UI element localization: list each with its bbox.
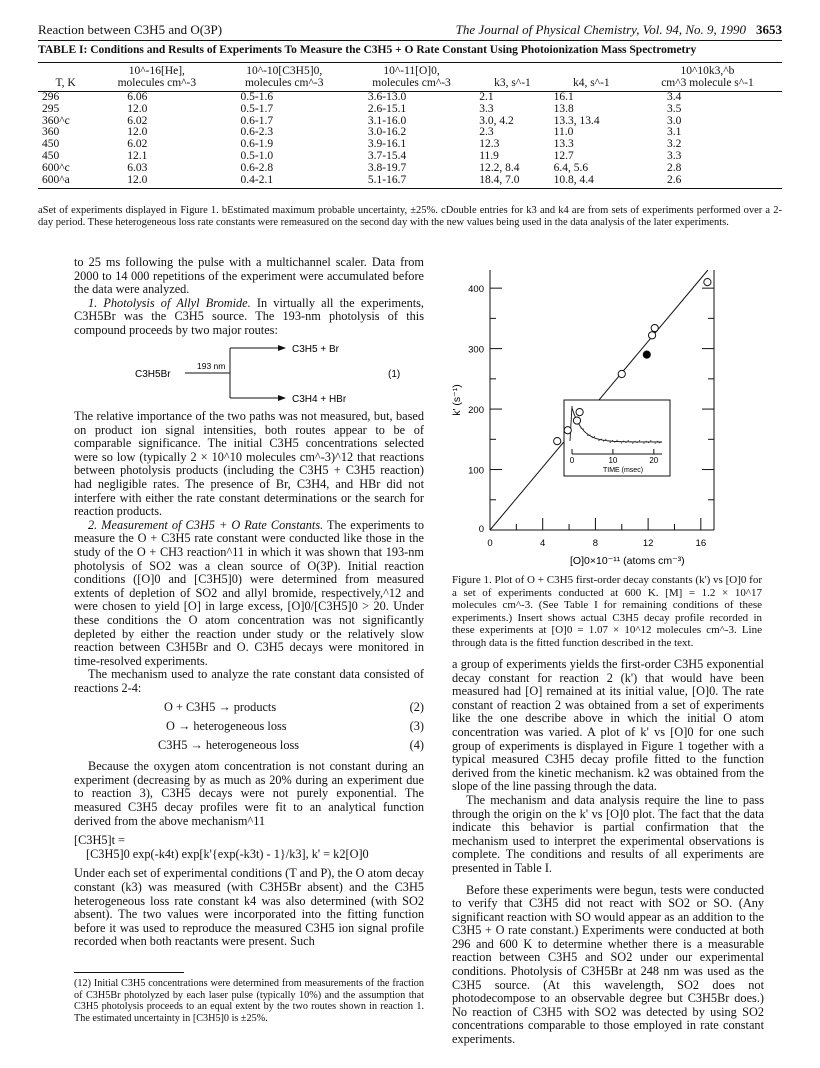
table-cell: 360^c xyxy=(42,114,70,127)
inset-data-dot xyxy=(612,440,613,441)
inset-data-dot xyxy=(646,441,647,442)
inset-data-dot xyxy=(650,440,651,441)
inset-data-dot xyxy=(655,443,656,444)
table-cell: 16.1 xyxy=(553,91,574,103)
inset-data-dot xyxy=(632,442,633,443)
table-row xyxy=(38,151,782,163)
table-cell: 3.1-16.0 xyxy=(367,114,407,127)
table-cell: 3.0 xyxy=(666,114,682,127)
th: 10^10k3,^b xyxy=(633,63,782,78)
th: molecules cm^-3 xyxy=(93,77,220,92)
table-cell: 2.6 xyxy=(633,175,782,189)
inset-data-dot xyxy=(648,442,649,443)
table-cell: 12.1 xyxy=(127,149,148,162)
scheme-wavelength: 193 nm xyxy=(197,361,226,371)
paragraph: to 25 ms following the pulse with a multichannel scaler. Data from 2000 to 14 000 repetitions of the experiment were accumulated before the data were analyzed. xyxy=(74,255,424,297)
table-cell: 2.6-15.1 xyxy=(367,102,407,115)
table-cell: 12.2, 8.4 xyxy=(479,161,520,174)
table-cell: 5.1-16.7 xyxy=(348,175,475,189)
inset-data-dot xyxy=(628,440,629,441)
scheme-product-1: C3H5 + Br xyxy=(292,344,339,355)
x-tick-label: 4 xyxy=(540,538,546,549)
inset-data-dot xyxy=(643,443,644,444)
inset-data-dot xyxy=(607,440,608,441)
equation-line: [C3H5]0 exp(-k4t) exp[k'{exp(-k3t) - 1}/k3], k' = k2[O]0 xyxy=(86,846,369,861)
table-cell: 13.3 xyxy=(553,138,574,151)
scheme-product-2: C3H4 + HBr xyxy=(292,394,347,405)
th: molecules cm^-3 xyxy=(348,77,475,92)
x-tick-label: 12 xyxy=(642,538,654,549)
inset-data-dot xyxy=(574,414,575,415)
inset-data-dot xyxy=(623,441,624,442)
footnote-12: (12) Initial C3H5 concentrations were determined from measurements of the fraction of C3H5Br photolyzed by each laser pulse (typically 10%) and the assumption that C3H5 photolysis proceeds to an equal extent by the two routes shown in reaction 1. The estimated uncertainty in [C3H5]0 is ±25%. xyxy=(74,978,424,1024)
table-cell: 3.4 xyxy=(666,91,682,103)
y-axis-label: k' (s⁻¹) xyxy=(451,384,463,416)
inset-data-dot xyxy=(601,439,602,440)
paragraph-text: In virtually all the experiments, C3H5Br was the C3H5 source. The 193-nm photolysis of this compound proceeds by two major routes: xyxy=(74,295,424,337)
right-column xyxy=(452,658,764,1047)
inset-data-dot xyxy=(619,441,620,442)
figure-1 xyxy=(446,262,766,572)
table-cell: 3.3 xyxy=(479,102,494,115)
inset-data-dot xyxy=(657,441,658,442)
th xyxy=(550,63,633,78)
inset-x-label: TIME (msec) xyxy=(602,467,644,474)
journal-name: The Journal of Physical Chemistry, Vol. 94, No. 9, 1990 xyxy=(455,22,746,37)
footnote-rule xyxy=(74,972,184,973)
th: cm^3 molecule s^-1 xyxy=(633,77,782,92)
y-tick-label: 200 xyxy=(468,405,484,417)
paragraph: a group of experiments yields the first-order C3H5 exponential decay constant for reaction 2 (k') that would have been measured had [O] remained at its initial value, [O]0. The rate constant of reaction 2 was obtained from a set of experiments like the one describe above in which the initial O atom concentration was varied. A plot of k' vs [O]0 for one such group of experiments is displayed in Figure 1 together with a typical measured C3H5 decay profile fitted to the function derived from the kinetic mechanism. k2 was obtained from the slope of the line passing through the data. xyxy=(452,657,764,794)
equation: O → heterogeneous loss xyxy=(166,719,287,734)
running-head: Reaction between C3H5 and O(3P) xyxy=(38,22,223,37)
table-cell: 3.8-19.7 xyxy=(367,161,407,174)
inset-data-dot xyxy=(659,442,660,443)
data-point-open xyxy=(554,438,561,445)
equation-5 xyxy=(74,834,424,861)
inset-data-dot xyxy=(630,441,631,442)
equation-line: [C3H5]t = xyxy=(74,833,125,848)
inset-data-dot xyxy=(639,440,640,441)
table-cell: 6.06 xyxy=(127,91,148,103)
table-cell: 0.6-1.7 xyxy=(240,114,274,127)
data-point-open xyxy=(648,332,655,339)
equation-number: (4) xyxy=(409,737,424,752)
inset-data-dot xyxy=(625,442,626,443)
inset-data-dot xyxy=(637,442,638,443)
table-cell: 296 xyxy=(42,91,60,103)
paragraph: Under each set of experimental conditions (T and P), the O atom decay constant (k3) was measured (with C3H5Br absent) and the C3H5 heterogeneous loss rate constant k4 was also determined (with SO2 absent). The two values were incorporated into the fitting function before it was used to reproduce the measured C3H5 ion signal profile recorded when both reactants were present. Such xyxy=(74,866,424,949)
table-cell: 3.0, 4.2 xyxy=(479,114,514,127)
table-cell: 3.2 xyxy=(666,138,682,151)
data-point-filled xyxy=(643,351,650,358)
x-tick-label: 8 xyxy=(592,538,599,549)
arrowhead-icon xyxy=(278,345,286,351)
inset-data-dot xyxy=(594,436,595,437)
inset-data-dot xyxy=(585,432,586,433)
table-row xyxy=(38,104,782,116)
inset-data-dot xyxy=(596,438,597,439)
reaction-4 xyxy=(74,739,424,753)
inset-data-dot xyxy=(614,441,615,442)
equation-number: (2) xyxy=(409,700,424,715)
table-cell: 13.3, 13.4 xyxy=(553,114,600,127)
table-cell: 2.3 xyxy=(479,126,494,139)
th: T, K xyxy=(38,77,93,92)
table-cell: 450 xyxy=(42,149,60,162)
page-number: 3653 xyxy=(756,22,782,37)
left-column xyxy=(74,256,424,338)
header-rule xyxy=(38,40,782,41)
table-header-row xyxy=(38,63,782,78)
table-cell: 360 xyxy=(42,126,60,139)
inset-data-dot xyxy=(592,437,593,438)
table-cell: 3.0-16.2 xyxy=(367,126,407,139)
table-cell: 0.6-2.8 xyxy=(240,161,274,174)
inset-data-dot xyxy=(621,442,622,443)
x-tick-label: 16 xyxy=(695,538,707,549)
th: k3, s^-1 xyxy=(475,77,549,92)
table-cell: 3.6-13.0 xyxy=(367,91,407,103)
inset-data-dot xyxy=(641,441,642,442)
th: k4, s^-1 xyxy=(550,77,633,92)
table-cell: 0.5-1.0 xyxy=(240,149,274,162)
paragraph: Before these experiments were begun, tests were conducted to verify that C3H5 did not react with SO2 or SO. (Any significant reaction with SO would appear as an addition to the C3H5 + O rate constant.) Experiments were conducted at both 296 and 600 K to determine whether there is a measurable reaction between C3H5 and SO2 under our experimental conditions. Photolysis of C3H5Br at 248 nm was used as the C3H5 source. (At this wavelength, SO2 does not photodecompose to an observable degree but C3H5Br does.) No reaction of C3H5 with SO2 was detected by using SO2 concentrations comparable to those employed in rate constant experiments. xyxy=(452,882,764,1047)
paragraph: The relative importance of the two paths was not measured, but, based on product ion signal intensities, both routes appear to be of comparable significance. The initial C3H5 concentrations selected were so low (typically 2 × 10^10 molecules cm^-3)^12 that reactions between photolysis products (including the C3H5 + C3H5 reaction) had negligible rates. The presence of Br, C3H4, and HBr did not interfere with either the rate constant determinations or the search for reaction products. xyxy=(74,409,424,519)
table-cell: 12.0 xyxy=(127,126,148,139)
table-header-row xyxy=(38,77,782,92)
table-cell: 600^a xyxy=(38,175,93,189)
table-cell: 18.4, 7.0 xyxy=(475,175,549,189)
table-body xyxy=(38,92,782,189)
x-tick-label: 0 xyxy=(487,538,493,549)
table-cell: 0.5-1.7 xyxy=(240,102,274,115)
table-cell: 12.0 xyxy=(93,175,220,189)
th: 10^-11[O]0, xyxy=(348,63,475,78)
inset-data-dot xyxy=(603,440,604,441)
figure-caption: Figure 1. Plot of O + C3H5 first-order decay constants (k') vs [O]0 for a set of experiments conducted at 600 K. [M] = 1.2 × 10^17 molecules cm^-3. (See Table I for remaining conditions of these experiments.) Insert shows actual C3H5 decay profile recorded in these experiments at [O]0 = 1.07 × 10^12 molecules cm^-3. Line through data is the fitted function described in the text. xyxy=(452,574,762,649)
inset-data-dot xyxy=(589,435,590,436)
left-column-cont xyxy=(74,410,424,949)
table-cell: 6.03 xyxy=(127,161,148,174)
section-heading: 2. Measurement of C3H5 + O Rate Constants. xyxy=(88,517,324,532)
data-point-open xyxy=(618,370,625,377)
table-cell: 12.3 xyxy=(479,138,500,151)
table-cell: 295 xyxy=(42,102,60,115)
reaction-3 xyxy=(74,720,424,734)
data-point-open xyxy=(704,278,711,285)
section-heading: 1. Photolysis of Allyl Bromide. xyxy=(88,295,251,310)
reaction-2 xyxy=(74,701,424,715)
arrowhead-icon xyxy=(278,395,286,401)
table-cell: 3.5 xyxy=(666,102,682,115)
equation: O + C3H5 → products xyxy=(164,700,277,715)
table-cell: 0.6-2.3 xyxy=(240,126,274,139)
table-row xyxy=(38,163,782,175)
table-cell: 450 xyxy=(42,138,60,151)
th: 10^-16[He], xyxy=(93,63,220,78)
inset-data-dot xyxy=(571,406,572,407)
table-row xyxy=(38,175,782,189)
table-cell: 600^c xyxy=(42,161,70,174)
table-cell: 2.8 xyxy=(666,161,682,174)
paragraph: Because the oxygen atom concentration is not constant during an experiment (decreasing by as much as 20% during an experiment due to reaction 3), C3H5 decays were not purely exponential. The measured C3H5 decay profiles were fit to an analytical function derived from the above mechanism^11 xyxy=(74,759,424,828)
data-point-open xyxy=(651,324,658,331)
table-cell: 11.9 xyxy=(479,149,499,162)
paragraph xyxy=(74,297,424,338)
table-cell: 13.8 xyxy=(553,102,574,115)
table-cell: 0.4-2.1 xyxy=(221,175,348,189)
inset-x-tick-label: 0 xyxy=(569,456,575,465)
table-cell: 2.1 xyxy=(479,91,494,103)
inset-data-dot xyxy=(580,427,581,428)
inset-data-dot xyxy=(583,428,584,429)
table-cell: 6.02 xyxy=(127,138,148,151)
scheme-reactant: C3H5Br xyxy=(135,369,171,380)
inset-data-dot xyxy=(652,441,653,442)
inset-data-dot xyxy=(634,441,635,442)
table-cell: 3.9-16.1 xyxy=(367,138,407,151)
paragraph: The mechanism and data analysis require the line to pass through the origin on the k' vs [O]0 plot. The fact that the data indicate this behavior is partial confirmation that the mechanism used to interpret the experimental observations is complete. The conditions and results of all experiments are presented in Table I. xyxy=(452,792,764,875)
inset-data-dot xyxy=(610,442,611,443)
paragraph xyxy=(74,519,424,669)
equation-number: (3) xyxy=(409,719,424,734)
table-footnotes: aSet of experiments displayed in Figure 1. bEstimated maximum probable uncertainty, ±25%. cDouble entries for k3 and k4 are from sets of experiments performed over a 2-day period. These heterogeneous loss rate constants were remeasured on the second day with the new values being used in the data analysis of the later experiments. xyxy=(38,205,782,228)
table-cell: 11.0 xyxy=(553,126,574,139)
table-caption: TABLE I: Conditions and Results of Experiments To Measure the C3H5 + O Rate Constant Using Photoionization Mass Spectrometry xyxy=(38,44,697,56)
inset-x-tick-label: 20 xyxy=(649,456,659,465)
table-row xyxy=(38,92,782,104)
data-point-open xyxy=(573,417,580,424)
inset-data-dot xyxy=(587,435,588,436)
table-cell: 6.02 xyxy=(127,114,148,127)
paragraph: The mechanism used to analyze the rate constant data consisted of reactions 2-4: xyxy=(74,667,424,695)
y-origin-label: 0 xyxy=(478,524,484,535)
table-cell: 0.6-1.9 xyxy=(240,138,274,151)
y-tick-label: 100 xyxy=(468,465,484,477)
y-tick-label: 300 xyxy=(468,344,484,356)
reaction-scheme-1 xyxy=(130,340,422,406)
table-cell: 12.7 xyxy=(553,149,574,162)
inset-data-dot xyxy=(598,440,599,441)
equation-number: (1) xyxy=(388,369,401,380)
table-cell: 6.4, 5.6 xyxy=(553,161,589,174)
journal-citation xyxy=(456,22,782,38)
table-cell: 10.8, 4.4 xyxy=(550,175,633,189)
data-point-open xyxy=(564,427,571,434)
table-cell: 3.3 xyxy=(666,149,682,162)
table-cell: 3.1 xyxy=(666,126,682,139)
results-table xyxy=(38,62,782,189)
data-point-open xyxy=(576,408,583,415)
th: molecules cm^-3 xyxy=(221,77,348,92)
th: 10^-10[C3H5]0, xyxy=(221,63,348,78)
equation: C3H5 → heterogeneous loss xyxy=(158,737,300,752)
th xyxy=(475,63,549,78)
y-tick-label: 400 xyxy=(468,284,484,296)
inset-data-dot xyxy=(605,439,606,440)
inset-data-dot xyxy=(616,440,617,441)
table-cell: 0.5-1.6 xyxy=(240,91,274,103)
x-axis-label: [O]0×10⁻¹¹ (atoms cm⁻³) xyxy=(570,555,685,567)
inset-x-tick-label: 10 xyxy=(608,456,618,465)
th xyxy=(38,63,93,78)
table-cell: 12.0 xyxy=(127,102,148,115)
paragraph-text: The experiments to measure the O + C3H5 rate constant were conducted like those in the study of the O + CH3 reaction^11 in which it was shown that 193-nm photolysis of SO2 was a clean source of O(3P). Initial reaction conditions ([O]0 and [C3H5]0) were determined from measured extents of depletion of SO2 and allyl bromide, respectively,^12 and were chosen to yield [O] in large excess, [O]0/[C3H5]0 > 20. Under these conditions the O atom concentration was not significantly depleted by either the reaction under study or the relatively slow reaction between C3H5Br and O. C3H5 decays were monitored in time-resolved experiments. xyxy=(74,517,424,668)
table-cell: 3.7-15.4 xyxy=(367,149,407,162)
